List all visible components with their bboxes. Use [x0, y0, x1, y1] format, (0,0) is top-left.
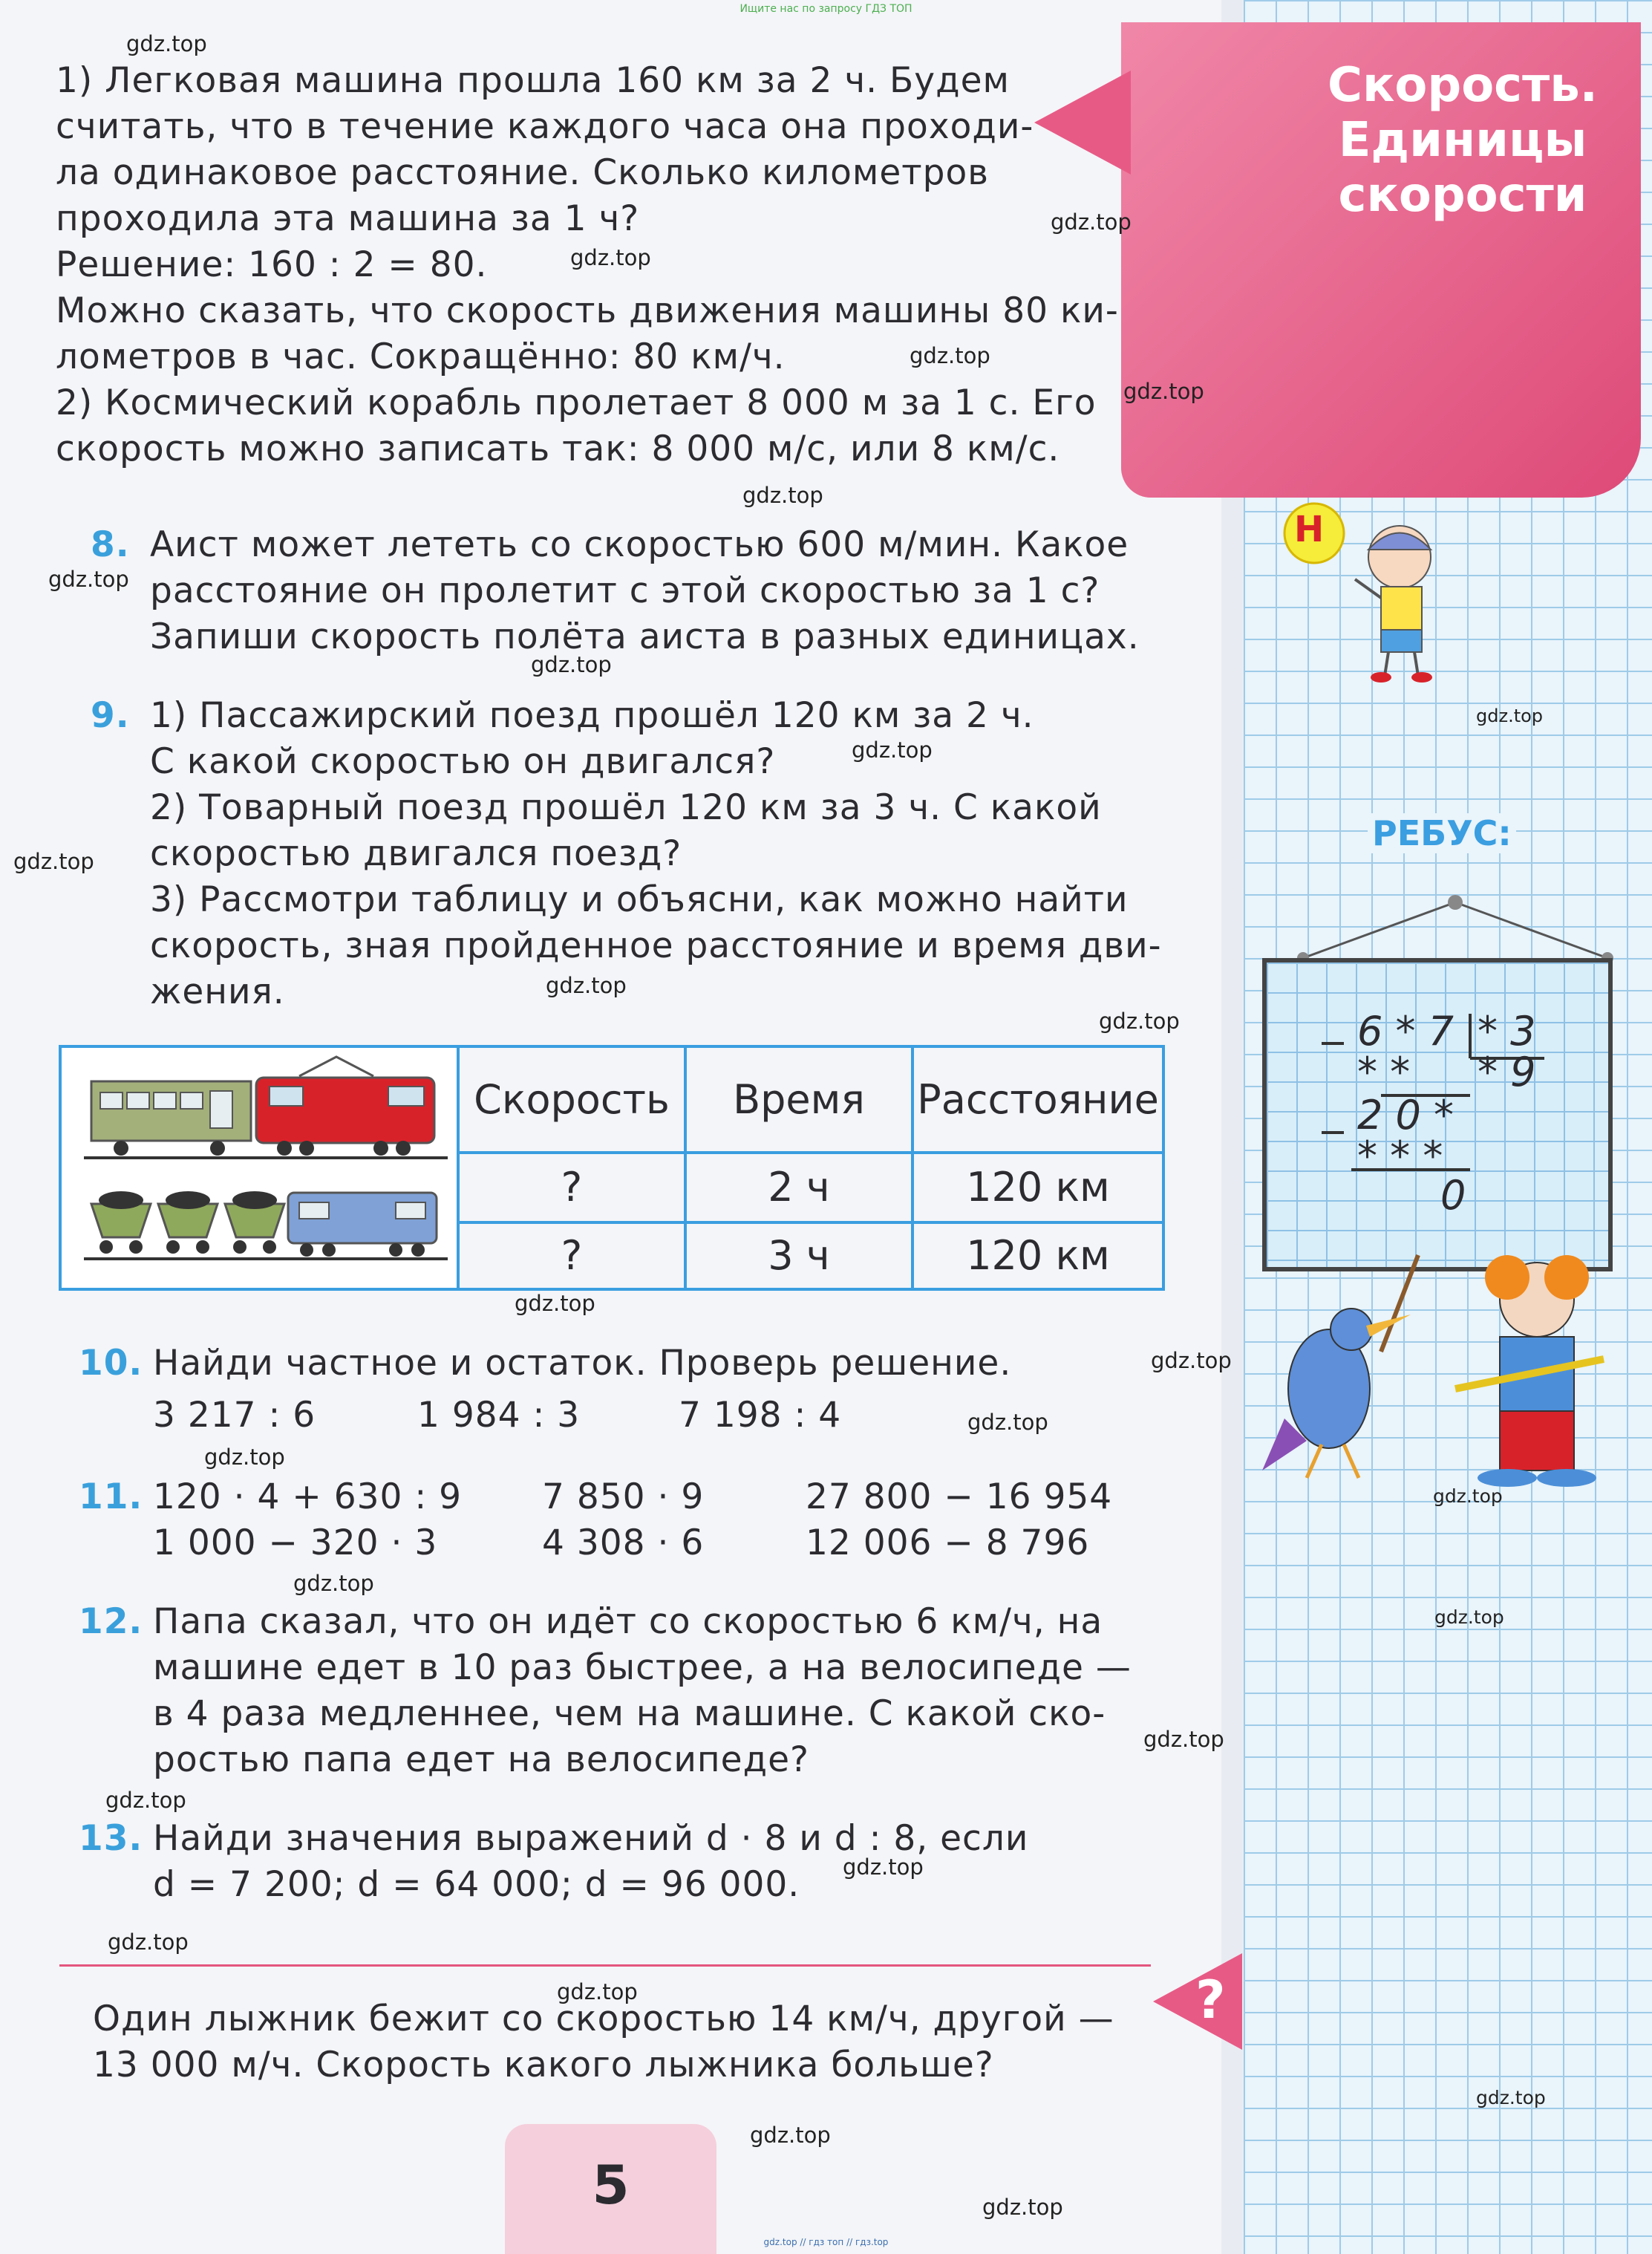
task-11-number: 11.	[79, 1476, 143, 1517]
table-cell: ?	[458, 1153, 685, 1222]
task-12-line-3: в 4 раза медленнее, чем на машине. С какой ско-	[153, 1693, 1106, 1734]
speed-table	[59, 1045, 1165, 1291]
task-12-line-2: машине едет в 10 раз быстрее, а на велосипеде —	[153, 1647, 1132, 1688]
watermark: gdz.top	[1433, 1485, 1503, 1507]
task-8-line-3: Запиши скорость полёта аиста в разных единицах.	[150, 616, 1140, 657]
rebus-divisor: * 3	[1478, 1008, 1536, 1055]
question-line-1: Один лыжник бежит со скоростью 14 км/ч, другой —	[93, 1999, 1114, 2039]
watermark: gdz.top	[1476, 2087, 1546, 2108]
watermark: gdz.top	[1099, 1009, 1180, 1034]
question-line-2: 13 000 м/ч. Скорость какого лыжника больше?	[93, 2045, 994, 2085]
watermark: gdz.top	[570, 245, 651, 270]
watermark: gdz.top	[531, 652, 612, 677]
divider	[59, 1964, 1151, 1967]
intro-line-1: 1) Легковая машина прошла 160 км за 2 ч. Будем	[56, 60, 1010, 101]
rebus-row-1: 6 * 7	[1357, 1008, 1455, 1055]
table-header-distance: Расстояние	[912, 1046, 1163, 1153]
page-title-line3: скорости	[1338, 168, 1587, 223]
watermark: gdz.top	[105, 1788, 186, 1813]
intro-line-3: ла одинаковое расстояние. Сколько километров	[56, 152, 989, 193]
table-header-speed: Скорость	[458, 1046, 685, 1153]
page-number: 5	[592, 2154, 630, 2216]
header-tab-pointer	[1034, 71, 1131, 175]
page-title	[1314, 58, 1611, 223]
task-11-expr: 7 850 · 9	[542, 1476, 705, 1517]
intro-line-8: 2) Космический корабль пролетает 8 000 м за 1 с. Его	[56, 382, 1097, 423]
page-title-line2: Единицы	[1338, 113, 1587, 168]
top-banner: Ищите нас по запросу ГДЗ ТОП	[740, 3, 912, 15]
rebus-hanger	[1288, 887, 1622, 969]
trains-illustration	[62, 1048, 457, 1278]
trains-illustration-cell	[60, 1046, 458, 1289]
table-cell: 2 ч	[685, 1153, 912, 1222]
table-cell: 120 км	[912, 1153, 1163, 1222]
watermark: gdz.top	[108, 1929, 189, 1955]
watermark: gdz.top	[1476, 706, 1544, 726]
task-8-number: 8.	[91, 524, 130, 565]
intro-line-4: проходила эта машина за 1 ч?	[56, 198, 640, 239]
watermark: gdz.top	[1123, 379, 1204, 404]
rebus-quotient: * 9	[1478, 1049, 1536, 1095]
task-10-text: Найди частное и остаток. Проверь решение.	[153, 1343, 1012, 1384]
watermark: gdz.top	[48, 567, 129, 592]
watermark: gdz.top	[742, 483, 823, 508]
task-10-expr: 3 217 : 6	[153, 1395, 316, 1436]
rebus-row-2: * *	[1357, 1049, 1411, 1095]
task-11-expr: 12 006 − 8 796	[806, 1522, 1090, 1563]
watermark: gdz.top	[1151, 1348, 1232, 1373]
badge-letter: Н	[1294, 509, 1325, 550]
watermark: gdz.top	[293, 1571, 374, 1596]
task-9-line-6: скорость, зная пройденное расстояние и время дви-	[150, 925, 1162, 966]
intro-line-9: скорость можно записать так: 8 000 м/с, или 8 км/с.	[56, 429, 1060, 469]
watermark: gdz.top	[13, 849, 94, 874]
bottom-banner: gdz.top // гдз топ // гдз.top	[763, 2237, 889, 2247]
rebus-row-3: 2 0 *	[1357, 1092, 1455, 1139]
task-11-expr: 27 800 − 16 954	[806, 1476, 1113, 1517]
question-mark-icon: ?	[1195, 1970, 1226, 2030]
watermark: gdz.top	[515, 1291, 595, 1316]
page-title-line1: Скорость.	[1328, 58, 1598, 113]
watermark: gdz.top	[126, 31, 207, 56]
watermark: gdz.top	[967, 1410, 1048, 1435]
rebus-title: РЕБУС:	[1368, 813, 1516, 853]
watermark: gdz.top	[910, 343, 990, 368]
watermark: gdz.top	[982, 2195, 1063, 2220]
task-10-number: 10.	[79, 1343, 143, 1384]
task-13-line-2: d = 7 200; d = 64 000; d = 96 000.	[153, 1864, 800, 1905]
watermark: gdz.top	[852, 737, 933, 763]
intro-line-2: считать, что в течение каждого часа она проходи-	[56, 106, 1034, 147]
task-10-expr: 7 198 : 4	[679, 1395, 842, 1436]
task-9-line-1: 1) Пассажирский поезд прошёл 120 км за 2 ч.	[150, 695, 1034, 736]
table-cell: 120 км	[912, 1222, 1163, 1289]
task-8-line-2: расстояние он пролетит с этой скоростью за 1 с?	[150, 570, 1100, 611]
task-13-line-1: Найди значения выражений d · 8 и d : 8, если	[153, 1818, 1029, 1859]
task-9-line-5: 3) Рассмотри таблицу и объясни, как можно найти	[150, 879, 1129, 920]
watermark: gdz.top	[1143, 1727, 1224, 1752]
watermark: gdz.top	[750, 2123, 831, 2148]
table-header-time: Время	[685, 1046, 912, 1153]
task-10-expr: 1 984 : 3	[417, 1395, 581, 1436]
table-cell: 3 ч	[685, 1222, 912, 1289]
task-9-line-3: 2) Товарный поезд прошёл 120 км за 3 ч. С какой	[150, 787, 1102, 828]
task-9-number: 9.	[91, 695, 130, 736]
task-12-line-1: Папа сказал, что он идёт со скоростью 6 км/ч, на	[153, 1601, 1103, 1642]
task-12-number: 12.	[79, 1601, 143, 1642]
task-9-line-7: жения.	[150, 971, 285, 1012]
task-11-expr: 1 000 − 320 · 3	[153, 1522, 438, 1563]
task-11-expr: 120 · 4 + 630 : 9	[153, 1476, 463, 1517]
task-13-number: 13.	[79, 1818, 143, 1859]
watermark: gdz.top	[843, 1854, 924, 1880]
rebus-row-4: * * *	[1357, 1133, 1443, 1179]
watermark: gdz.top	[1434, 1606, 1504, 1628]
intro-line-6: Можно сказать, что скорость движения машины 80 ки-	[56, 290, 1119, 331]
watermark: gdz.top	[557, 1979, 638, 2004]
watermark: gdz.top	[546, 973, 627, 998]
task-12-line-4: ростью папа едет на велосипеде?	[153, 1739, 809, 1780]
bird-clown-illustration	[1262, 1248, 1611, 1493]
task-8-line-1: Аист может лететь со скоростью 600 м/мин. Какое	[150, 524, 1129, 565]
watermark: gdz.top	[1051, 209, 1132, 235]
intro-line-5: Решение: 160 : 2 = 80.	[56, 244, 488, 285]
intro-line-7: лометров в час. Сокращённо: 80 км/ч.	[56, 336, 786, 377]
table-cell: ?	[458, 1222, 685, 1289]
task-9-line-2: С какой скоростью он двигался?	[150, 741, 776, 782]
rebus-row-5: 0	[1440, 1172, 1466, 1219]
task-9-line-4: скоростью двигался поезд?	[150, 833, 682, 874]
task-11-expr: 4 308 · 6	[542, 1522, 705, 1563]
watermark: gdz.top	[204, 1444, 285, 1470]
